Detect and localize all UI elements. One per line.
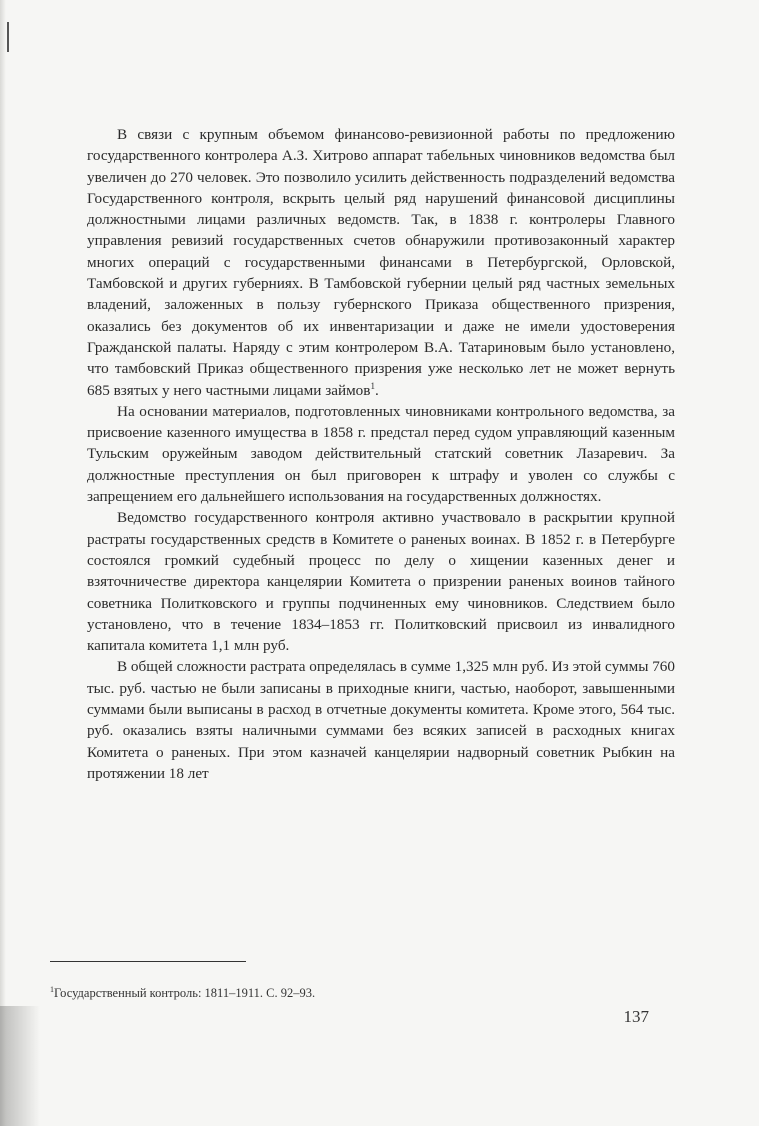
footnote-reference: 1 (370, 380, 375, 391)
binding-shadow (0, 1006, 40, 1126)
paragraph-1-text: В связи с крупным объемом финансово-ревизионной работы по предложению государственного контролера А.З. Хитрово аппарат табельных чиновников ведомства был увеличен до 270 человек. Это позволило усилить действенность подразделений ведомства Государственного контроля, вскрыть целый ряд нарушений финансовой дисциплины должностными лицами различных ведомств. Так, в 1838 г. контролеры Главного управления ревизий государственных счетов обнаружили противозаконный характер многих операций с государственными финансами в Петербургской, Орловской, Тамбовской и других губерниях. В Тамбовской губернии целый ряд частных земельных владений, заложенных в пользу губернского Приказа общественного призрения, оказались без документов об их инвентаризации и даже не имели удостоверения Гражданской палаты. Наряду с этим контролером В.А. Татариновым было установлено, что тамбовский Приказ общественного призрения уже несколько лет не может вернуть 685 взятых у него частными лицами займов (87, 126, 675, 399)
footnote (50, 985, 650, 1001)
paragraph-2: На основании материалов, подготовленных чиновниками контрольного ведомства, за присвоение казенного имущества в 1858 г. предстал перед судом управляющий казенным Тульским оружейным заводом действительный статский советник Лазаревич. За должностные преступления он был приговорен к штрафу и уволен со службы с запрещением его дальнейшего использования на государственных должностях. (87, 402, 675, 506)
page-edge-shadow (0, 0, 6, 1126)
footnote-text: Государственный контроль: 1811–1911. С. 92–93. (54, 986, 316, 1001)
page-number: 137 (623, 1007, 649, 1026)
binding-mark (7, 22, 9, 52)
footnote-marker: 1 (50, 985, 54, 994)
paragraph-1: В связи с крупным объемом финансово-ревизионной работы по предложению государственного контролера А.З. Хитрово аппарат табельных чиновников ведомства был увеличен до 270 человек. Это позволило усилить действенность подразделений ведомства Государственного контроля, вскрыть целый ряд нарушений финансовой дисциплины должностными лицами различных ведомств. Так, в 1838 г. контролеры Главного управления ревизий государственных счетов обнаружили противозаконный характер многих операций с государственными финансами в Петербургской, Орловской, Тамбовской и других губерниях. В Тамбовской губернии целый ряд частных земельных владений, заложенных в пользу губернского Приказа общественного призрения, оказались без документов об их инвентаризации и даже не имели удостоверения Гражданской палаты. Наряду с этим контролером В.А. Татариновым было установлено, что тамбовский Приказ общественного призрения уже несколько лет не может вернуть 685 взятых у него частными лицами займов$^1$. (87, 126, 675, 399)
footnote-divider (50, 961, 246, 962)
paragraph-3: Ведомство государственного контроля активно участвовало в раскрытии крупной растраты государственных средств в Комитете о раненых воинах. В 1852 г. в Петербурге состоялся громкий судебный процесс по делу о хищении казенных денег и взяточничестве директора канцелярии Комитета о призрении раненых воинов тайного советника Политковского и группы подчиненных ему чиновников. Следствием было установлено, что в течение 1834–1853 гг. Политковский присвоил из инвалидного капитала комитета 1,1 млн руб. (87, 509, 675, 655)
paragraph-4: В общей сложности растрата определялась в сумме 1,325 млн руб. Из этой суммы 760 тыс. руб. частью не были записаны в приходные книги, частью, наоборот, завышенными суммами были выписаны в расход в отчетные документы комитета. Кроме этого, 564 тыс. руб. оказались взяты наличными суммами без всяких записей в расходных книгах Комитета о раненых. При этом казначей канцелярии надворный советник Рыбкин на протяжении 18 лет (87, 658, 675, 782)
body-text (87, 124, 675, 784)
